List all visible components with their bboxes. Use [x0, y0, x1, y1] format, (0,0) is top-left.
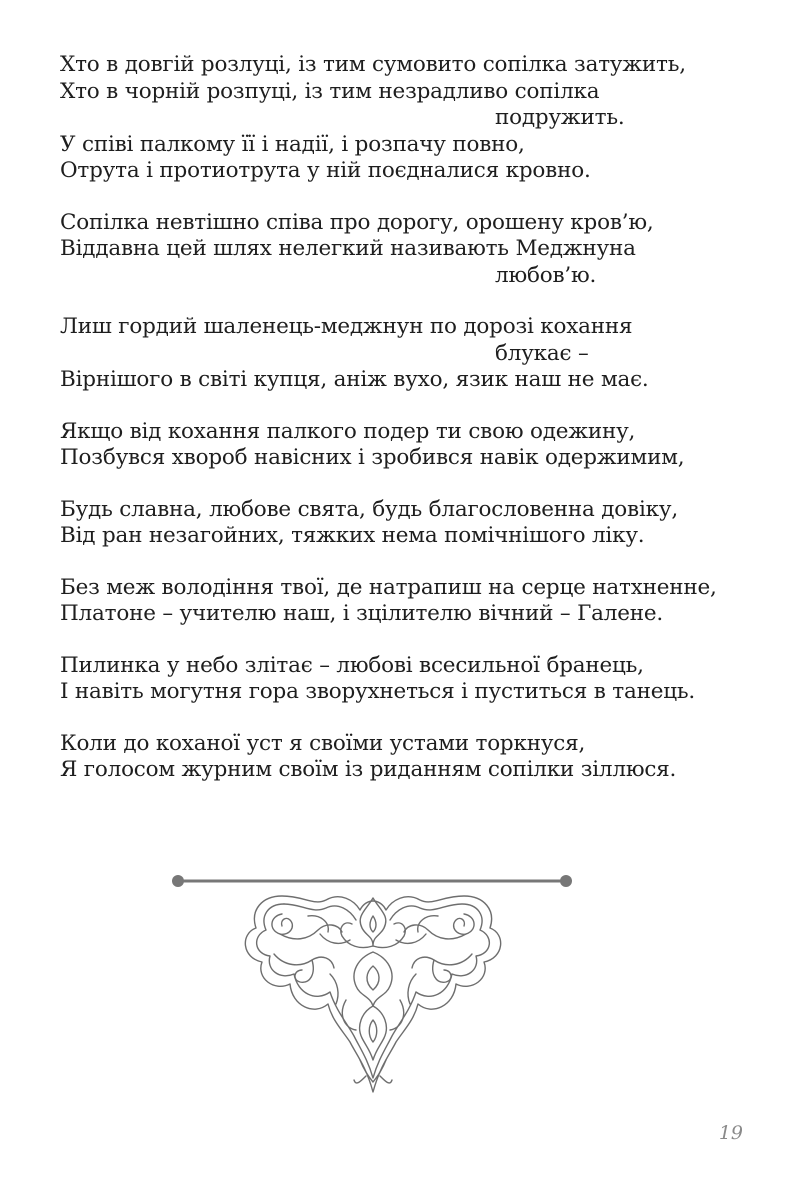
- verse-line: Віддавна цей шлях нелегкий називають Меджнуна: [60, 236, 636, 261]
- stanza: [60, 52, 760, 185]
- page-number: 19: [718, 1122, 743, 1144]
- verse-line: Будь славна, любове свята, будь благословенна довіку,: [60, 496, 678, 522]
- verse-line: Якщо від кохання палкого подер ти свою одежину,: [60, 418, 636, 444]
- verse-line: Без меж володіння твої, де натрапиш на серце натхненне,: [60, 574, 717, 600]
- verse-line: Пилинка у небо злітає – любові всесильної бранець,: [60, 652, 644, 678]
- stanza: [60, 314, 760, 394]
- stanza: [60, 653, 760, 706]
- poem-body: [60, 52, 760, 809]
- stanza: [60, 210, 760, 290]
- verse-line: Позбувся хвороб навісних і зробився навік одержимим,: [60, 445, 685, 470]
- stanza: [60, 575, 760, 628]
- verse-line-continuation: подружить.: [495, 105, 625, 130]
- verse-line: Вірнішого в світі купця, аніж вухо, язик наш не має.: [60, 367, 649, 392]
- verse-line: І навіть могутня гора зворухнеться і пуститься в танець.: [60, 679, 695, 704]
- arabesque-ornament-icon: [170, 870, 576, 1100]
- verse-line: Отрута і протиотрута у ній поєдналися кровно.: [60, 158, 591, 183]
- ornament-rule-end-right: [560, 875, 572, 887]
- ornament-rule-end-left: [172, 875, 184, 887]
- stanza: [60, 497, 760, 550]
- verse-line: У співі палкому її і надії, і розпачу повно,: [60, 131, 525, 157]
- verse-line: Хто в довгій розлуці, із тим сумовито сопілка затужить,: [60, 52, 686, 77]
- verse-line: Від ран незагойних, тяжких нема помічнішого ліку.: [60, 523, 645, 548]
- verse-line: Я голосом журним своїм із риданням сопілки зіллюся.: [60, 757, 677, 782]
- verse-line: Сопілка невтішно співа про дорогу, орошену кров’ю,: [60, 209, 654, 235]
- verse-line: Коли до коханої уст я своїми устами торкнуся,: [60, 730, 586, 756]
- stanza: [60, 731, 760, 784]
- verse-line: Хто в чорній розпуці, із тим незрадливо сопілка: [60, 78, 600, 104]
- verse-line-continuation: любов’ю.: [495, 262, 597, 288]
- stanza: [60, 419, 760, 472]
- verse-line-continuation: блукає –: [495, 340, 589, 366]
- verse-line: Лиш гордий шаленець-меджнун по дорозі кохання: [60, 314, 633, 339]
- verse-line: Платоне – учителю наш, і зцілителю вічний – Галене.: [60, 601, 664, 626]
